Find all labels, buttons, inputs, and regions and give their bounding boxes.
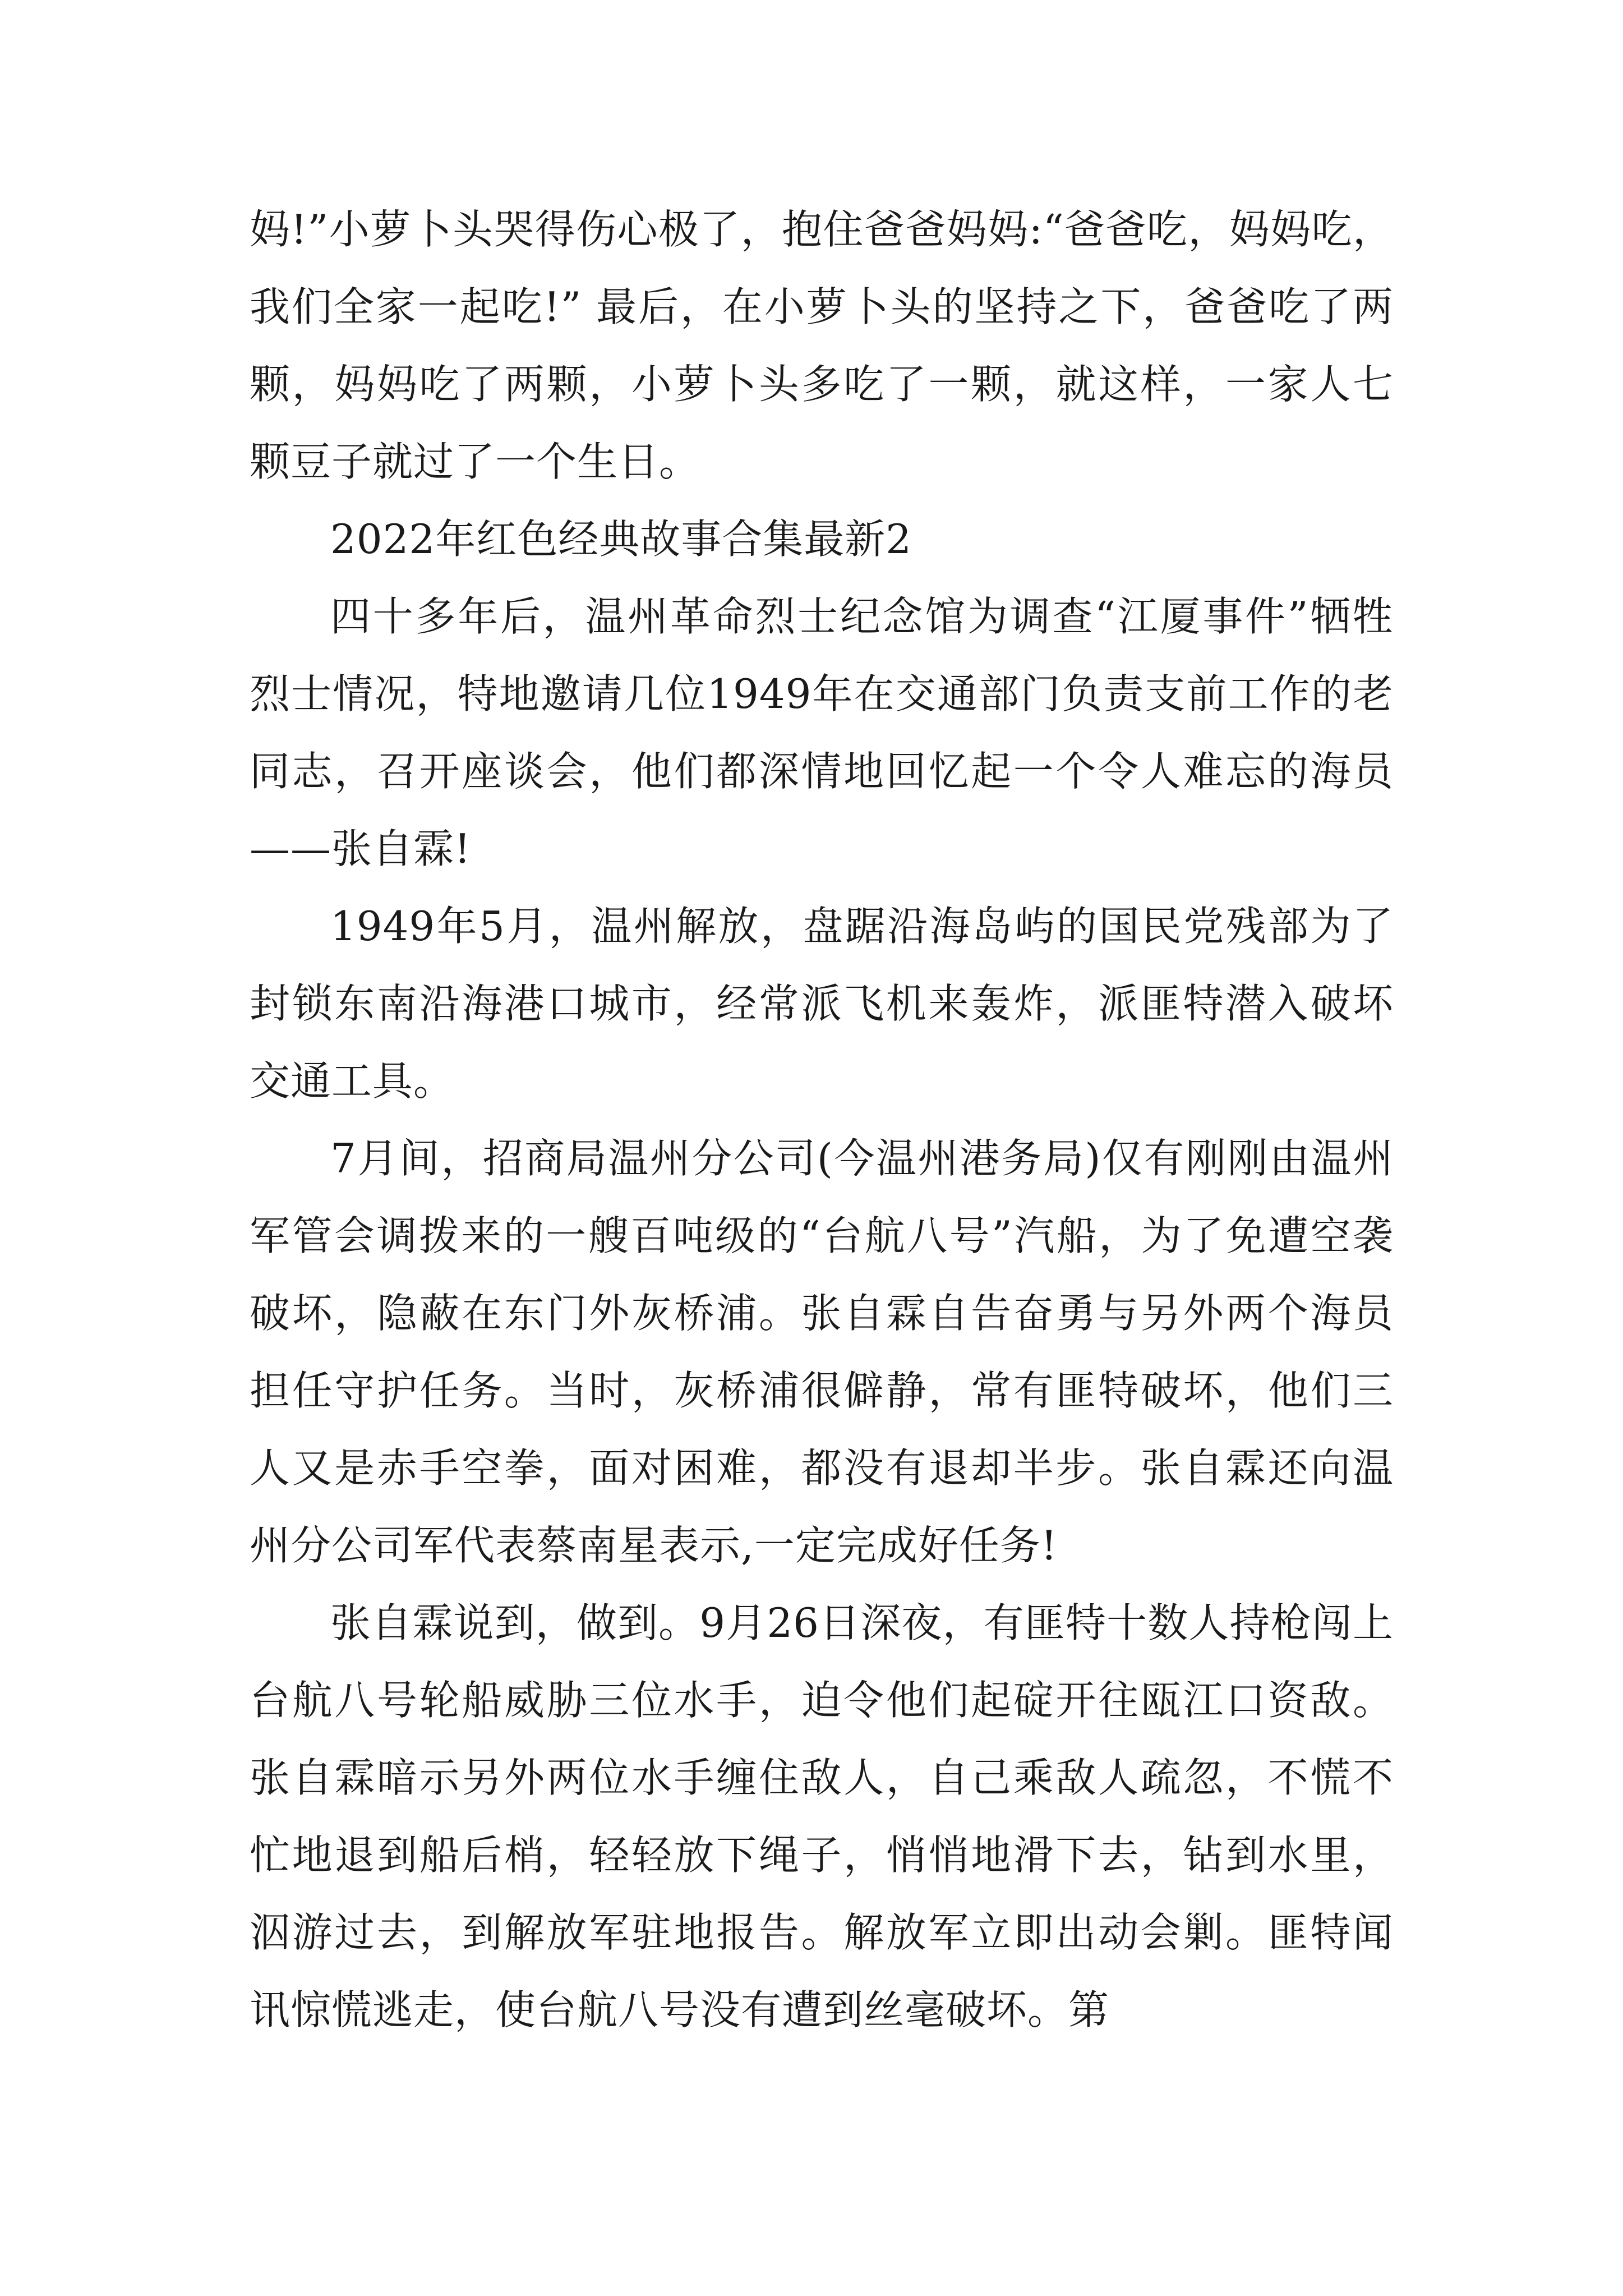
paragraph: 1949年5月，温州解放，盘踞沿海岛屿的国民党残部为了封锁东南沿海港口城市，经常派飞机来轰炸，派匪特潜入破坏交通工具。 [250, 903, 1394, 1105]
paragraph-continued: 妈!”小萝卜头哭得伤心极了，抱住爸爸妈妈:“爸爸吃，妈妈吃，我们全家一起吃!” 最后，在小萝卜头的坚持之下，爸爸吃了两颗，妈妈吃了两颗，小萝卜头多吃了一颗，就这样，一家人七颗豆子就过了一个生日。 [250, 206, 1394, 485]
paragraph: 四十多年后，温州革命烈士纪念馆为调查“江厦事件”牺牲烈士情况，特地邀请几位1949年在交通部门负责支前工作的老同志，召开座谈会，他们都深情地回忆起一个令人难忘的海员——张自霖! [250, 593, 1394, 872]
section-heading: 2022年红色经典故事合集最新2 [330, 516, 912, 563]
paragraph: 张自霖说到，做到。9月26日深夜，有匪特十数人持枪闯上台航八号轮船威胁三位水手，迫令他们起碇开往瓯江口资敌。张自霖暗示另外两位水手缠住敌人，自己乘敌人疏忽，不慌不忙地退到船后梢，轻轻放下绳子，悄悄地滑下去，钻到水里，泅游过去，到解放军驻地报告。解放军立即出动会剿。匪特闻讯惊慌逃走，使台航八号没有遭到丝毫破坏。第 [250, 1599, 1394, 2033]
document-body [250, 191, 1394, 2049]
paragraph: 7月间，招商局温州分公司(今温州港务局)仅有刚刚由温州军管会调拨来的一艘百吨级的“台航八号”汽船，为了免遭空袭破坏，隐蔽在东门外灰桥浦。张自霖自告奋勇与另外两个海员担任守护任务。当时，灰桥浦很僻静，常有匪特破坏，他们三人又是赤手空拳，面对困难，都没有退却半步。张自霖还向温州分公司军代表蔡南星表示,一定完成好任务! [250, 1135, 1394, 1569]
